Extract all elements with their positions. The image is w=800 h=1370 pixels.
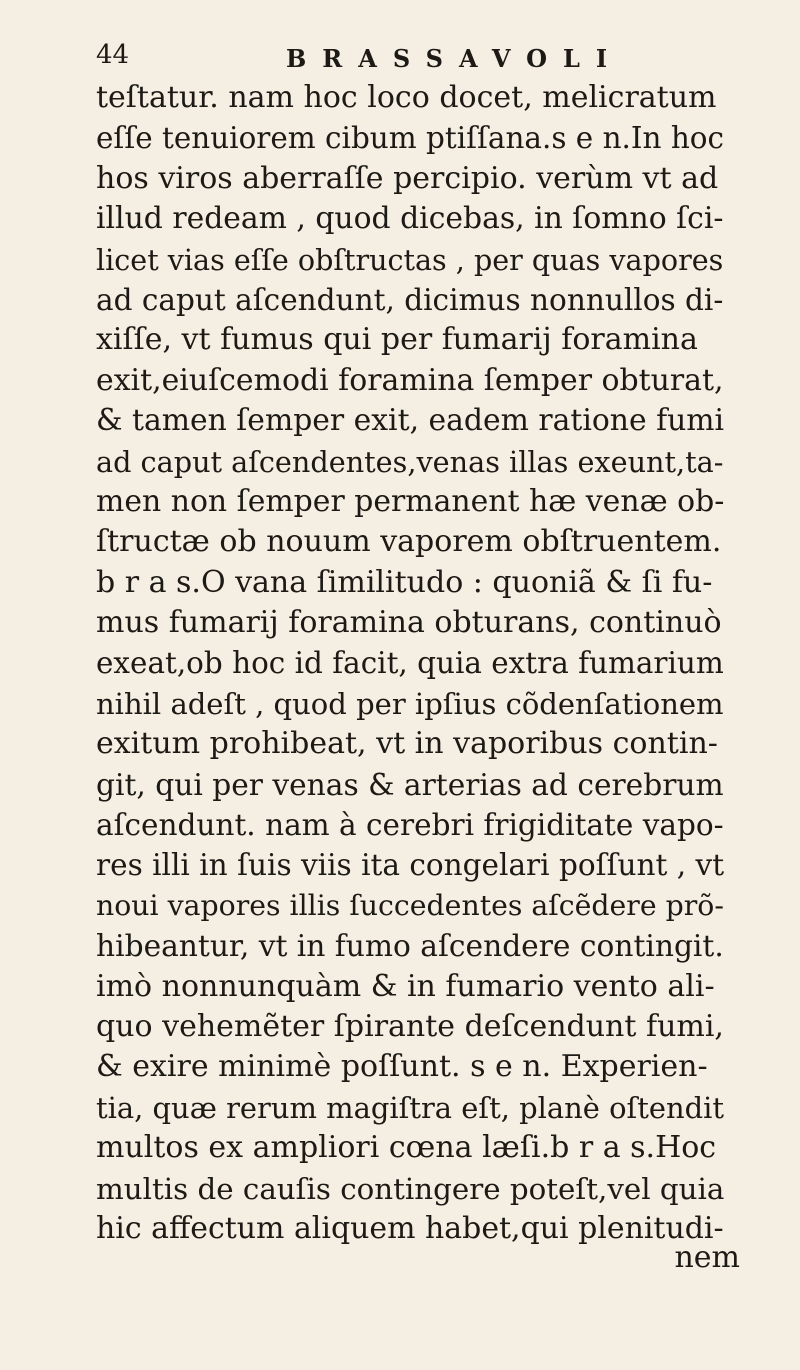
text-block	[96, 78, 724, 1249]
text-line: exit,eiuſcemodi foramina ſemper obturat,	[96, 362, 724, 398]
text-line: & exire minimè poſſunt. s e n. Experien-	[96, 1049, 708, 1085]
text-line: xiſſe, vt fumus qui per fumarij foramina	[96, 322, 698, 358]
text-line: teſtatur. nam hoc loco docet, melicratum	[96, 80, 717, 115]
text-line: imò nonnunquàm & in fumario vento ali-	[96, 968, 715, 1004]
text-line: quo vehemẽter ſpirante deſcendunt fumi,	[96, 1008, 724, 1044]
catchword: nem	[674, 1240, 740, 1275]
text-line: & tamen ſemper exit, eadem ratione fumi	[96, 403, 725, 439]
text-line: tia, quæ rerum magiſtra eſt, planè oſtendit	[96, 1090, 725, 1125]
text-line: git, qui per venas & arterias ad cerebrum	[96, 766, 724, 802]
text-line: nihil adeſt , quod per ipſius cõdenſationem	[96, 686, 724, 721]
page-number: 44	[96, 40, 130, 70]
text-line: licet vias eſſe obſtructas , per quas vapores	[96, 242, 724, 277]
text-line: aſcendunt. nam à cerebri frigiditate vapo-	[96, 808, 724, 843]
text-line: illud redeam , quod dicebas, in ſomno ſci-	[96, 201, 724, 237]
text-line: multos ex ampliori cœna læſi.b r a s.Hoc	[96, 1130, 717, 1166]
text-line: ſtructæ ob nouum vaporem obſtruentem.	[96, 524, 722, 560]
text-line: exeat,ob hoc id facit, quia extra fumarium	[96, 646, 724, 681]
text-line: ad caput aſcendentes,venas illas exeunt,ta-	[96, 444, 724, 479]
page-header	[96, 40, 740, 76]
text-line: hic affectum aliquem habet,qui plenitudi-	[96, 1210, 724, 1246]
running-head: BRASSAVOLI	[286, 44, 624, 73]
text-line: noui vapores illis ſuccedentes aſcẽdere prõ-	[96, 888, 724, 922]
text-line: multis de cauſis contingere poteſt,vel quia	[96, 1171, 725, 1206]
text-line: men non ſemper permanent hæ venæ ob-	[96, 483, 725, 519]
text-line: res illi in ſuis viis ita congelari poſſunt , vt	[96, 848, 725, 883]
text-line: exitum prohibeat, vt in vaporibus contin-	[96, 726, 718, 762]
text-line: mus fumarij foramina obturans, continuò	[96, 605, 722, 641]
text-line: ad caput aſcendunt, dicimus nonnullos di-	[96, 282, 724, 317]
text-line: b r a s.O vana ſimilitudo : quoniã & ſi fu-	[96, 564, 713, 600]
text-line: eſſe tenuiorem cibum ptiſſana.s e n.In hoc	[96, 121, 725, 156]
text-line: hibeantur, vt in fumo aſcendere contingit.	[96, 928, 724, 964]
text-line: hos viros aberraſſe percipio. verùm vt ad	[96, 160, 719, 196]
